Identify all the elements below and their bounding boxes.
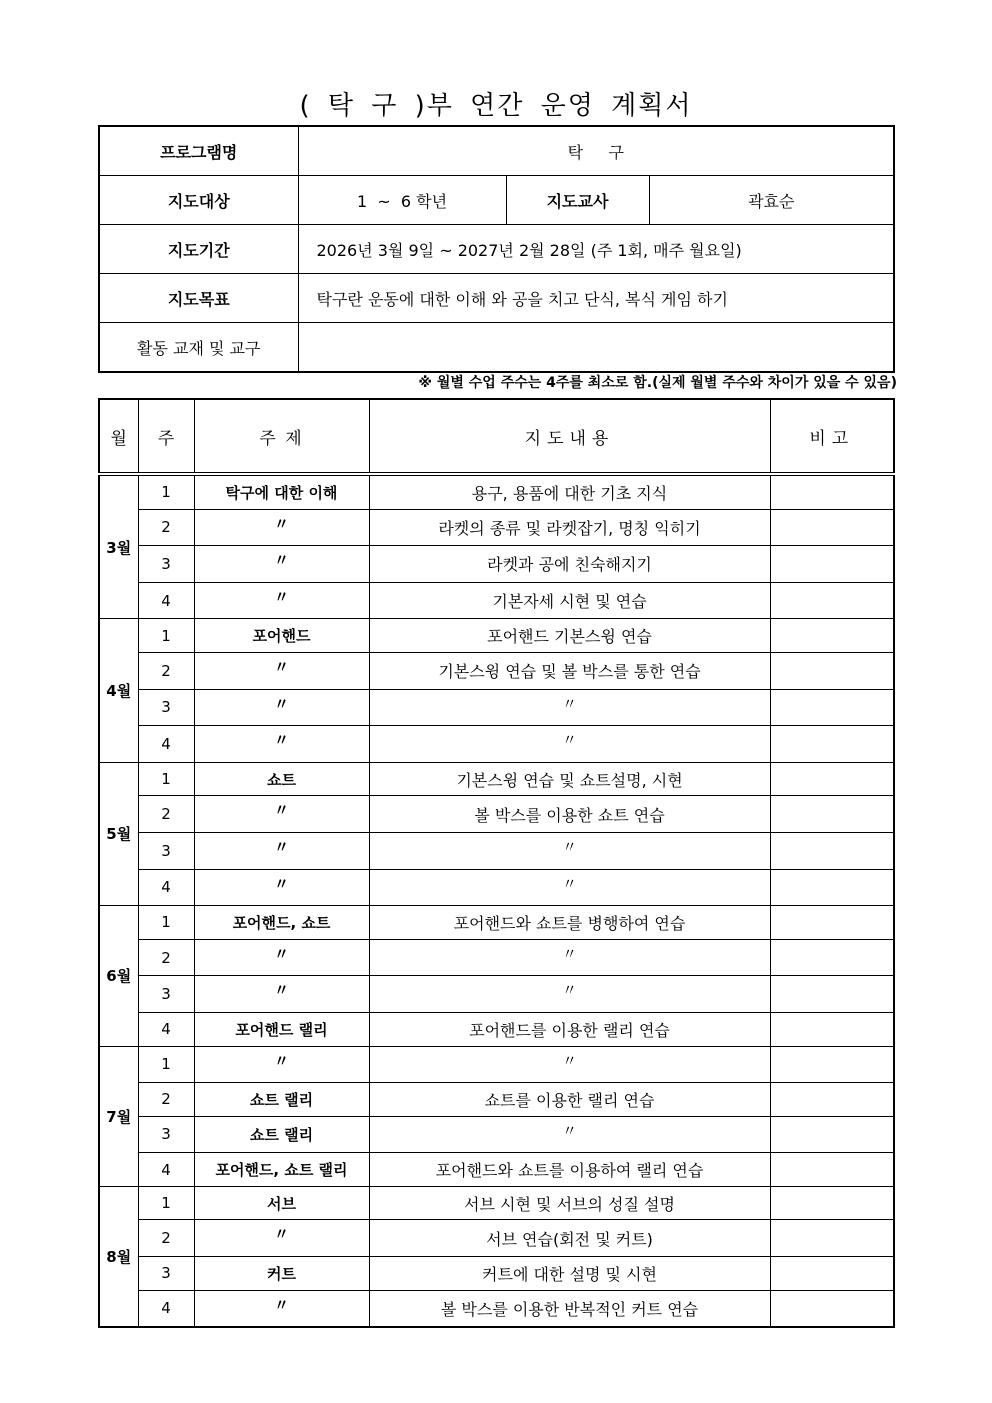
week-cell: 3 <box>138 546 194 583</box>
target-row <box>99 176 894 225</box>
table-row <box>99 906 894 940</box>
table-row <box>99 832 894 869</box>
content-cell: 쇼트를 이용한 랠리 연습 <box>369 1083 770 1117</box>
topic-cell: 〃 <box>194 726 369 763</box>
remark-cell <box>770 619 894 653</box>
materials-label: 활동 교재 및 교구 <box>99 323 298 373</box>
remark-cell <box>770 832 894 869</box>
header-remark: 비고 <box>770 399 894 474</box>
week-cell: 3 <box>138 1257 194 1291</box>
monthly-schedule-table <box>98 398 895 1328</box>
week-cell: 4 <box>138 726 194 763</box>
topic-cell: 포어핸드, 쇼트 <box>194 906 369 940</box>
target-value: 1 ~ 6 학년 <box>298 176 506 225</box>
topic-cell: 탁구에 대한 이해 <box>194 474 369 509</box>
table-row <box>99 652 894 689</box>
remark-cell <box>770 1186 894 1220</box>
topic-cell: 포어핸드, 쇼트 랠리 <box>194 1153 369 1187</box>
remark-cell <box>770 1153 894 1187</box>
topic-cell: 포어핸드 <box>194 619 369 653</box>
remark-cell <box>770 582 894 619</box>
table-row <box>99 939 894 976</box>
schedule-body <box>99 474 894 1327</box>
week-cell: 1 <box>138 474 194 509</box>
content-cell: 〃 <box>369 832 770 869</box>
table-row <box>99 1153 894 1187</box>
table-row <box>99 619 894 653</box>
remark-cell <box>770 762 894 796</box>
month-cell: 4월 <box>99 619 138 762</box>
remark-cell <box>770 939 894 976</box>
table-row <box>99 1083 894 1117</box>
teacher-value: 곽효순 <box>649 176 894 225</box>
table-row <box>99 1046 894 1083</box>
header-content: 지도내용 <box>369 399 770 474</box>
topic-cell: 〃 <box>194 689 369 726</box>
week-cell: 2 <box>138 1083 194 1117</box>
program-value: 탁 구 <box>298 126 894 176</box>
materials-value <box>298 323 894 373</box>
remark-cell <box>770 796 894 833</box>
week-cell: 3 <box>138 832 194 869</box>
content-cell: 포어핸드와 쇼트를 병행하여 연습 <box>369 906 770 940</box>
remark-cell <box>770 1220 894 1257</box>
header-topic: 주 제 <box>194 399 369 474</box>
table-row <box>99 762 894 796</box>
table-row <box>99 1290 894 1327</box>
topic-cell: 〃 <box>194 582 369 619</box>
week-cell: 1 <box>138 906 194 940</box>
content-cell: 용구, 용품에 대한 기초 지식 <box>369 474 770 509</box>
content-cell: 〃 <box>369 726 770 763</box>
remark-cell <box>770 546 894 583</box>
period-row <box>99 225 894 274</box>
week-cell: 3 <box>138 1116 194 1153</box>
week-cell: 1 <box>138 1186 194 1220</box>
table-row <box>99 582 894 619</box>
remark-cell <box>770 976 894 1013</box>
week-cell: 1 <box>138 619 194 653</box>
content-cell: 〃 <box>369 1116 770 1153</box>
table-row <box>99 1116 894 1153</box>
table-row <box>99 726 894 763</box>
topic-cell: 〃 <box>194 796 369 833</box>
week-cell: 2 <box>138 509 194 546</box>
remark-cell <box>770 1290 894 1327</box>
content-cell: 기본스윙 연습 및 쇼트설명, 시현 <box>369 762 770 796</box>
remark-cell <box>770 474 894 509</box>
content-cell: 〃 <box>369 689 770 726</box>
month-cell: 7월 <box>99 1046 138 1186</box>
week-cell: 2 <box>138 939 194 976</box>
content-cell: 〃 <box>369 1046 770 1083</box>
table-row <box>99 509 894 546</box>
table-row <box>99 546 894 583</box>
goal-label: 지도목표 <box>99 274 298 323</box>
week-cell: 4 <box>138 1153 194 1187</box>
target-label: 지도대상 <box>99 176 298 225</box>
content-cell: 포어핸드 기본스윙 연습 <box>369 619 770 653</box>
table-row <box>99 689 894 726</box>
topic-cell: 쇼트 랠리 <box>194 1083 369 1117</box>
month-cell: 6월 <box>99 906 138 1046</box>
topic-cell: 〃 <box>194 1290 369 1327</box>
topic-cell: 커트 <box>194 1257 369 1291</box>
week-cell: 4 <box>138 869 194 906</box>
remark-cell <box>770 689 894 726</box>
materials-row <box>99 323 894 373</box>
content-cell: 기본스윙 연습 및 볼 박스를 통한 연습 <box>369 652 770 689</box>
table-row <box>99 474 894 509</box>
content-cell: 〃 <box>369 869 770 906</box>
week-cell: 1 <box>138 1046 194 1083</box>
header-week: 주 <box>138 399 194 474</box>
month-cell: 3월 <box>99 474 138 619</box>
remark-cell <box>770 906 894 940</box>
month-cell: 8월 <box>99 1186 138 1327</box>
remark-cell <box>770 726 894 763</box>
topic-cell: 서브 <box>194 1186 369 1220</box>
content-cell: 볼 박스를 이용한 반복적인 커트 연습 <box>369 1290 770 1327</box>
remark-cell <box>770 1116 894 1153</box>
content-cell: 기본자세 시현 및 연습 <box>369 582 770 619</box>
schedule-header-row <box>99 399 894 474</box>
content-cell: 서브 연습(회전 및 커트) <box>369 1220 770 1257</box>
week-cell: 2 <box>138 1220 194 1257</box>
weeks-note: ※ 월별 수업 주수는 4주를 최소로 함.(실제 월별 주수와 차이가 있을 수 있음) <box>418 375 897 391</box>
content-cell: 라켓과 공에 친숙해지기 <box>369 546 770 583</box>
remark-cell <box>770 1012 894 1046</box>
goal-value: 탁구란 운동에 대한 이해 와 공을 치고 단식, 복식 게임 하기 <box>298 274 894 323</box>
table-row <box>99 869 894 906</box>
topic-cell: 쇼트 <box>194 762 369 796</box>
program-info-table <box>98 125 895 373</box>
remark-cell <box>770 869 894 906</box>
table-row <box>99 1220 894 1257</box>
header-month: 월 <box>99 399 138 474</box>
week-cell: 4 <box>138 1012 194 1046</box>
week-cell: 4 <box>138 1290 194 1327</box>
week-cell: 1 <box>138 762 194 796</box>
week-cell: 2 <box>138 652 194 689</box>
topic-cell: 〃 <box>194 939 369 976</box>
teacher-label: 지도교사 <box>506 176 649 225</box>
week-cell: 3 <box>138 976 194 1013</box>
month-cell: 5월 <box>99 762 138 905</box>
remark-cell <box>770 1257 894 1291</box>
topic-cell: 〃 <box>194 652 369 689</box>
remark-cell <box>770 1046 894 1083</box>
content-cell: 볼 박스를 이용한 쇼트 연습 <box>369 796 770 833</box>
table-row <box>99 1012 894 1046</box>
topic-cell: 포어핸드 랠리 <box>194 1012 369 1046</box>
topic-cell: 〃 <box>194 869 369 906</box>
table-row <box>99 1257 894 1291</box>
goal-row <box>99 274 894 323</box>
content-cell: 포어핸드와 쇼트를 이용하여 랠리 연습 <box>369 1153 770 1187</box>
program-label: 프로그램명 <box>99 126 298 176</box>
content-cell: 라켓의 종류 및 라켓잡기, 명칭 익히기 <box>369 509 770 546</box>
content-cell: 서브 시현 및 서브의 성질 설명 <box>369 1186 770 1220</box>
week-cell: 3 <box>138 689 194 726</box>
content-cell: 커트에 대한 설명 및 시현 <box>369 1257 770 1291</box>
topic-cell: 〃 <box>194 509 369 546</box>
topic-cell: 〃 <box>194 1220 369 1257</box>
program-row <box>99 126 894 176</box>
period-label: 지도기간 <box>99 225 298 274</box>
topic-cell: 〃 <box>194 1046 369 1083</box>
remark-cell <box>770 652 894 689</box>
table-row <box>99 1186 894 1220</box>
topic-cell: 〃 <box>194 546 369 583</box>
content-cell: 〃 <box>369 939 770 976</box>
content-cell: 포어핸드를 이용한 랠리 연습 <box>369 1012 770 1046</box>
week-cell: 4 <box>138 582 194 619</box>
topic-cell: 쇼트 랠리 <box>194 1116 369 1153</box>
topic-cell: 〃 <box>194 832 369 869</box>
remark-cell <box>770 509 894 546</box>
document-title: ( 탁 구 )부 연간 운영 계획서 <box>299 91 693 121</box>
topic-cell: 〃 <box>194 976 369 1013</box>
table-row <box>99 796 894 833</box>
remark-cell <box>770 1083 894 1117</box>
content-cell: 〃 <box>369 976 770 1013</box>
period-value: 2026년 3월 9일 ~ 2027년 2월 28일 (주 1회, 매주 월요일) <box>298 225 894 274</box>
week-cell: 2 <box>138 796 194 833</box>
table-row <box>99 976 894 1013</box>
